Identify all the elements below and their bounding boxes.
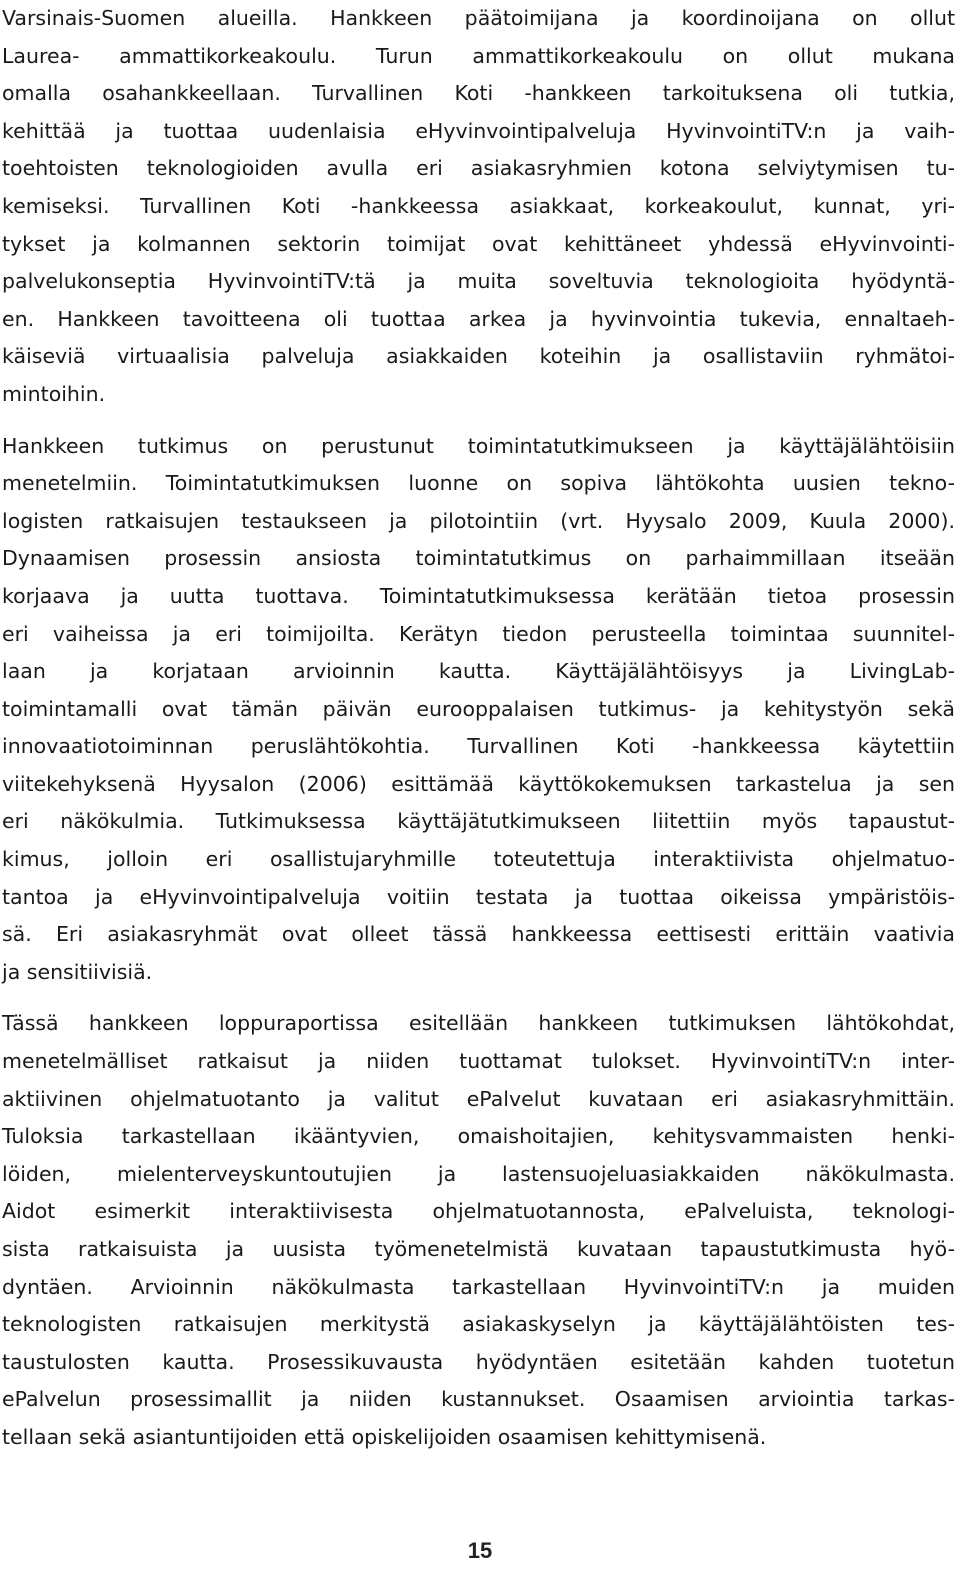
text-line: menetelmälliset ratkaisut ja niiden tuottamat tulokset. HyvinvointiTV:n inter-: [2, 1049, 955, 1074]
text-line: aktiivinen ohjelmatuotanto ja valitut ePalvelut kuvataan eri asiakasryhmittäin.: [2, 1086, 955, 1111]
paragraph-spacer: [2, 991, 955, 1005]
text-line: kimus, jolloin eri osallistujaryhmille toteutettuja interaktiivista ohjelmatuo-: [2, 847, 955, 872]
text-line: toimintamalli ovat tämän päivän eurooppalaisen tutkimus- ja kehitystyön sekä: [2, 696, 955, 721]
text-line: logisten ratkaisujen testaukseen ja pilotointiin (vrt. Hyysalo 2009, Kuula 2000).: [2, 508, 955, 533]
text-line: käiseviä virtuaalisia palveluja asiakkaiden koteihin ja osallistaviin ryhmätoi-: [2, 344, 955, 369]
text-line: korjaava ja uutta tuottava. Toimintatutkimuksessa kerätään tietoa prosessin: [2, 583, 955, 608]
paragraph-3: [2, 1005, 955, 1456]
text-line: dyntäen. Arvioinnin näkökulmasta tarkastellaan HyvinvointiTV:n ja muiden: [2, 1274, 955, 1299]
text-line: Tuloksia tarkastellaan ikääntyvien, omaishoitajien, kehitysvammaisten henki-: [2, 1124, 955, 1149]
text-line: laan ja korjataan arvioinnin kautta. Käyttäjälähtöisyys ja LivingLab-: [2, 659, 955, 684]
paragraph-spacer: [2, 414, 955, 428]
text-line: teknologisten ratkaisujen merkitystä asiakaskyselyn ja käyttäjälähtöisten tes-: [2, 1312, 955, 1337]
body-text: [2, 0, 955, 1457]
text-line: eri näkökulmia. Tutkimuksessa käyttäjätutkimukseen liitettiin myös tapaustut-: [2, 809, 955, 834]
text-line: taustulosten kautta. Prosessikuvausta hyödyntäen esitetään kahden tuotetun: [2, 1349, 955, 1374]
text-line: toehtoisten teknologioiden avulla eri asiakasryhmien kotona selviytymisen tu-: [2, 156, 955, 181]
text-line: ePalvelun prosessimallit ja niiden kustannukset. Osaamisen arviointia tarkas-: [2, 1387, 955, 1412]
text-line: kemiseksi. Turvallinen Koti -hankkeessa asiakkaat, korkeakoulut, kunnat, yri-: [2, 193, 955, 218]
text-line: palvelukonseptia HyvinvointiTV:tä ja muita soveltuvia teknologioita hyödyntä-: [2, 269, 955, 294]
text-line: Tässä hankkeen loppuraportissa esitellään hankkeen tutkimuksen lähtökohdat,: [2, 1011, 955, 1036]
text-line: kehittää ja tuottaa uudenlaisia eHyvinvointipalveluja HyvinvointiTV:n ja vaih-: [2, 118, 955, 143]
text-line: eri vaiheissa ja eri toimijoilta. Kerätyn tiedon perusteella toimintaa suunnitel-: [2, 621, 955, 646]
text-line: tellaan sekä asiantuntijoiden että opiskelijoiden osaamisen kehittymisenä.: [2, 1424, 767, 1449]
paragraph-1: [2, 0, 955, 414]
text-line: mintoihin.: [2, 381, 106, 406]
text-line: Dynaamisen prosessin ansiosta toimintatutkimus on parhaimmillaan itseään: [2, 546, 955, 571]
text-line: löiden, mielenterveyskuntoutujien ja lastensuojeluasiakkaiden näkökulmasta.: [2, 1161, 955, 1186]
text-line: sä. Eri asiakasryhmät ovat olleet tässä hankkeessa eettisesti erittäin vaativia: [2, 922, 955, 947]
text-line: Varsinais-Suomen alueilla. Hankkeen päätoimijana ja koordinoijana on ollut: [2, 6, 955, 30]
paragraph-2: [2, 428, 955, 992]
text-line: menetelmiin. Toimintatutkimuksen luonne on sopiva lähtökohta uusien tekno-: [2, 471, 955, 496]
text-line: innovaatiotoiminnan peruslähtökohtia. Turvallinen Koti -hankkeessa käytettiin: [2, 734, 955, 759]
text-line: tantoa ja eHyvinvointipalveluja voitiin testata ja tuottaa oikeissa ympäristöis-: [2, 884, 955, 909]
text-line: Laurea- ammattikorkeakoulu. Turun ammattikorkeakoulu on ollut mukana: [2, 43, 955, 68]
text-line: en. Hankkeen tavoitteena oli tuottaa arkea ja hyvinvointia tukevia, ennaltaeh-: [2, 306, 955, 331]
text-line: sista ratkaisuista ja uusista työmenetelmistä kuvataan tapaustutkimusta hyö-: [2, 1237, 955, 1261]
text-line: Aidot esimerkit interaktiivisesta ohjelmatuotannosta, ePalveluista, teknologi-: [2, 1199, 955, 1224]
text-line: viitekehyksenä Hyysalon (2006) esittämää käyttökokemuksen tarkastelua ja sen: [2, 771, 955, 796]
page-number: 15: [467, 1538, 493, 1563]
text-line: ja sensitiivisiä.: [2, 959, 153, 984]
text-line: tykset ja kolmannen sektorin toimijat ovat kehittäneet yhdessä eHyvinvointi-: [2, 231, 955, 256]
text-line: omalla osahankkeellaan. Turvallinen Koti -hankkeen tarkoituksena oli tutkia,: [2, 81, 955, 106]
text-line: Hankkeen tutkimus on perustunut toimintatutkimukseen ja käyttäjälähtöisiin: [2, 433, 955, 458]
